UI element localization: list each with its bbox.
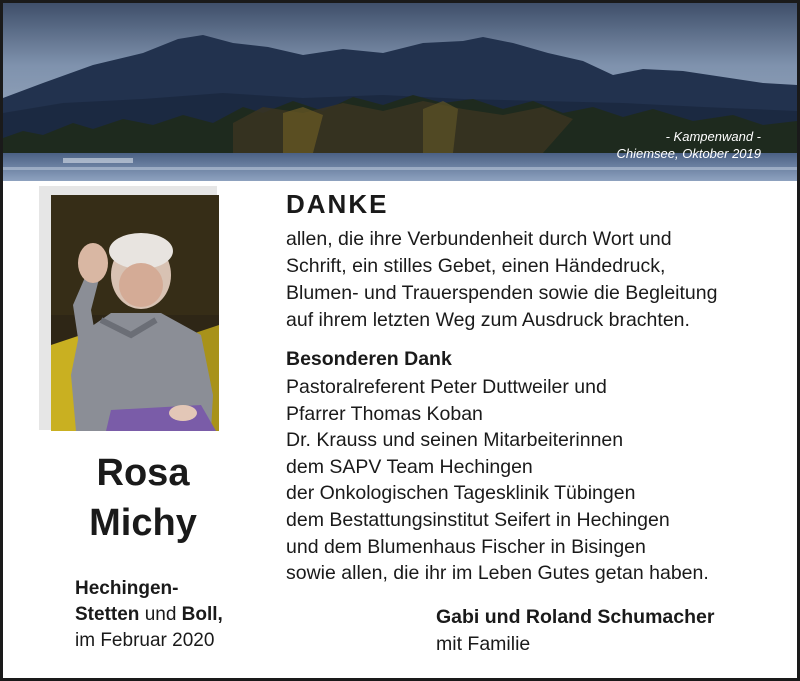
special-thanks-line: Pfarrer Thomas Koban (286, 402, 483, 425)
special-thanks-line: Pastoralreferent Peter Duttweiler und (286, 376, 607, 398)
caption-line-1: - Kampenwand - (665, 129, 761, 144)
place-boll: Boll, (181, 604, 223, 625)
special-thanks-line: dem SAPV Team Hechingen (286, 455, 533, 478)
special-thanks-line: Dr. Krauss und seinen Mitarbeiterinnen (286, 429, 624, 452)
thanks-line: Schrift, ein stilles Gebet, einen Händedruck, (286, 255, 666, 277)
portrait-image (51, 195, 219, 431)
special-thanks-line: dem Bestattungsinstitut Seifert in Hechingen (286, 508, 670, 531)
special-thanks-heading: Besonderen Dank (286, 348, 452, 370)
special-thanks-line: der Onkologischen Tagesklinik Tübingen (286, 482, 636, 505)
signature-family: mit Familie (436, 633, 531, 655)
thanks-line: Blumen- und Trauerspenden sowie die Begleitung (286, 282, 718, 304)
date-line: im Februar 2020 (75, 630, 215, 651)
portrait-photo (51, 195, 219, 431)
thanks-line: allen, die ihre Verbundenheit durch Wort und (286, 228, 672, 250)
place-stetten: Stetten (75, 604, 140, 625)
special-thanks-line: sowie allen, die ihr im Leben Gutes getan haben. (286, 562, 709, 585)
place-line-2 (75, 602, 223, 628)
deceased-first-name: Rosa (96, 452, 190, 494)
signature (436, 604, 714, 658)
deceased-last-name: Michy (89, 502, 197, 544)
thanks-paragraph (286, 226, 717, 334)
place-and-date (75, 576, 223, 654)
header-landscape-photo (3, 3, 797, 181)
photo-caption (616, 128, 761, 162)
thanks-heading: DANKE (286, 189, 389, 219)
thanks-line: auf ihrem letzten Weg zum Ausdruck brachten. (286, 309, 690, 331)
place-und: und (144, 604, 177, 625)
caption-line-2: Chiemsee, Oktober 2019 (616, 146, 761, 161)
special-thanks-line: und dem Blumenhaus Fischer in Bisingen (286, 535, 646, 558)
signature-names: Gabi und Roland Schumacher (436, 606, 715, 628)
place-line-1: Hechingen- (75, 578, 179, 599)
special-thanks-list (286, 374, 709, 587)
